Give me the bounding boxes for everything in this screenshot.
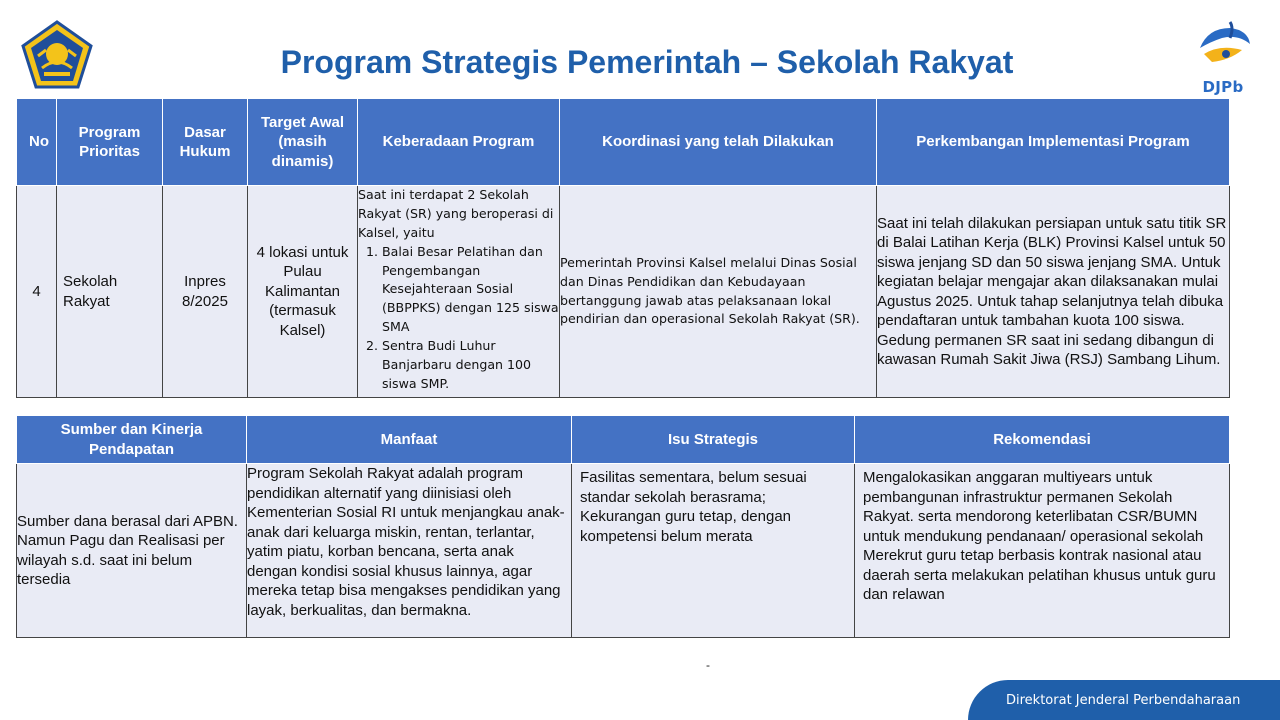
col-header-dasar-hukum: Dasar Hukum <box>163 99 248 186</box>
col-header-koordinasi: Koordinasi yang telah Dilakukan <box>560 99 877 186</box>
keberadaan-list <box>358 243 559 394</box>
list-item: 1. Balai Besar Pelatihan dan Pengembangan Kesejahteraan Sosial (BBPPKS) dengan 125 siswa SMA <box>382 243 559 337</box>
analysis-table <box>16 415 1230 638</box>
cell-no: 4 <box>17 186 57 398</box>
col-header-program: Program Prioritas <box>57 99 163 186</box>
cell-rekomendasi <box>855 464 1230 638</box>
col-header-sumber: Sumber dan Kinerja Pendapatan <box>17 416 247 464</box>
djpb-logo <box>1190 20 1256 96</box>
cell-isu <box>572 464 855 638</box>
footer-text: Direktorat Jenderal Perbendaharaan <box>1006 692 1241 708</box>
djpb-swoosh-icon <box>1190 20 1256 76</box>
cell-perkembangan: Saat ini telah dilakukan persiapan untuk satu titik SR di Balai Latihan Kerja (BLK) Provinsi Kalsel untuk 50 siswa jenjang SD dan 50 siswa jenjang SMA. Untuk kegiatan belajar mengajar akan dilaksanakan mulai Agustus 2025. Untuk tahap selanjutnya telah dibuka pendaftaran untuk tambahan kuota 100 siswa. Gedung permanen SR saat ini sedang dibangun di kawasan Rumah Sakit Jiwa (RSJ) Sambang Lihum. <box>877 186 1230 398</box>
analysis-table-header-row <box>17 416 1230 464</box>
cell-dasar-hukum: Inpres 8/2025 <box>163 186 248 398</box>
keberadaan-intro: Saat ini terdapat 2 Sekolah Rakyat (SR) yang beroperasi di Kalsel, yaitu <box>358 187 554 240</box>
cell-keberadaan <box>358 186 560 398</box>
cell-program: Sekolah Rakyat <box>57 186 163 398</box>
col-header-keberadaan: Keberadaan Program <box>358 99 560 186</box>
rekomendasi-item: Merekrut guru tetap berbasis kontrak nasional atau daerah serta melakukan pelatihan khusus untuk guru dan relawan <box>863 547 1216 603</box>
cell-target: 4 lokasi untuk Pulau Kalimantan (termasuk Kalsel) <box>248 186 358 398</box>
program-table <box>16 98 1230 398</box>
col-header-rekomendasi: Rekomendasi <box>855 416 1230 464</box>
page-title: Program Strategis Pemerintah – Sekolah Rakyat <box>280 44 1014 80</box>
isu-item: Kekurangan guru tetap, dengan kompetensi belum merata <box>580 508 792 545</box>
cell-koordinasi: Pemerintah Provinsi Kalsel melalui Dinas Sosial dan Dinas Pendidikan dan Kebudayaan bertanggung jawab atas pelaksanaan lokal pendirian dan operasional Sekolah Rakyat (SR). <box>560 186 877 398</box>
list-item: 2. Sentra Budi Luhur Banjarbaru dengan 100 siswa SMP. <box>382 337 559 394</box>
col-header-perkembangan: Perkembangan Implementasi Program <box>877 99 1230 186</box>
col-header-target: Target Awal (masih dinamis) <box>248 99 358 186</box>
stray-dash: - <box>706 658 710 672</box>
rekomendasi-item: Mengalokasikan anggaran multiyears untuk pembangunan infrastruktur permanen Sekolah Rakyat. serta mendorong keterlibatan CSR/BUMN untuk mendukung pendanaan/ operasional sekolah <box>863 469 1204 545</box>
cell-manfaat: Program Sekolah Rakyat adalah program pendidikan alternatif yang diinisiasi oleh Kementerian Sosial RI untuk menjangkau anak-anak dari keluarga miskin, rentan, terlantar, yatim piatu, korban bencana, serta anak dengan kondisi sosial khusus lainnya, agar mereka tetap bisa mengakses pendidikan yang layak, berkualitas, dan bermakna. <box>247 464 572 638</box>
col-header-isu: Isu Strategis <box>572 416 855 464</box>
isu-item: Fasilitas sementara, belum sesuai standar sekolah berasrama; <box>580 469 807 506</box>
cell-sumber: Sumber dana berasal dari APBN. Namun Pagu dan Realisasi per wilayah s.d. saat ini belum tersedia <box>17 464 247 638</box>
table-row <box>17 186 1230 398</box>
program-table-header-row <box>17 99 1230 186</box>
col-header-no: No <box>17 99 57 186</box>
djpb-logo-text: DJPb <box>1202 78 1244 96</box>
footer-banner <box>968 680 1280 720</box>
table-row <box>17 464 1230 638</box>
col-header-manfaat: Manfaat <box>247 416 572 464</box>
